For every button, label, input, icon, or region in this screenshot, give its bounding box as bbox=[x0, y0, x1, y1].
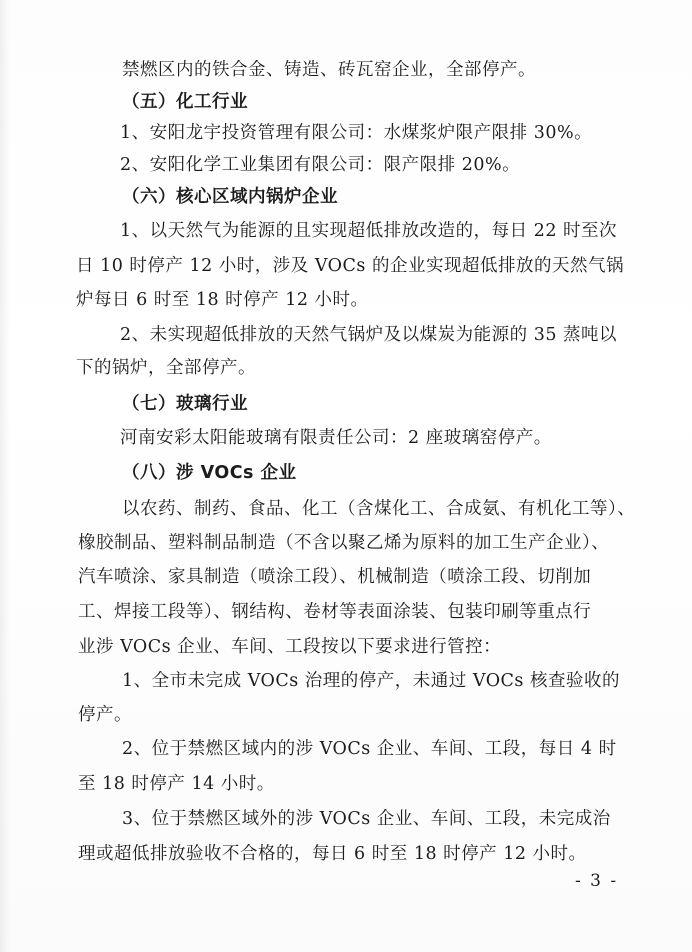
text-line: 3、位于禁燃区域外的涉 VOCs 企业、车间、工段，未完成治 bbox=[122, 809, 611, 829]
section-heading-6: （六）核心区域内锅炉企业 bbox=[122, 187, 338, 207]
text-line: 2、位于禁燃区域内的涉 VOCs 企业、车间、工段，每日 4 时 bbox=[122, 739, 617, 759]
text-line: 停产。 bbox=[78, 705, 132, 725]
text-line: 汽车喷涂、家具制造（喷涂工段）、机械制造（喷涂工段、切削加 bbox=[78, 567, 592, 587]
text-line: 禁燃区内的铁合金、铸造、砖瓦窑企业，全部停产。 bbox=[122, 60, 536, 80]
section-heading-7: （七）玻璃行业 bbox=[122, 394, 248, 414]
text-line: 业涉 VOCs 企业、车间、工段按以下要求进行管控： bbox=[78, 637, 502, 657]
page-number: - 3 - bbox=[575, 871, 619, 891]
text-line: 日 10 时停产 12 小时，涉及 VOCs 的企业实现超低排放的天然气锅 bbox=[76, 256, 624, 276]
section-heading-8: （八）涉 VOCs 企业 bbox=[122, 463, 297, 483]
text-line: 橡胶制品、塑料制品制造（不含以聚乙烯为原料的加工生产企业）、 bbox=[78, 533, 610, 553]
text-line: 1、全市未完成 VOCs 治理的停产，未通过 VOCs 核查验收的 bbox=[122, 671, 620, 691]
text-line: 炉每日 6 时至 18 时停产 12 小时。 bbox=[76, 290, 369, 310]
text-line: 河南安彩太阳能玻璃有限责任公司：2 座玻璃窑停产。 bbox=[120, 428, 552, 448]
text-line: 2、安阳化学工业集团有限公司：限产限排 20%。 bbox=[120, 155, 521, 175]
text-line: 至 18 时停产 14 小时。 bbox=[78, 774, 275, 794]
text-line: 工、焊接工段等）、钢结构、卷材等表面涂装、包装印刷等重点行 bbox=[78, 602, 592, 622]
text-line: 以农药、制药、食品、化工（含煤化工、合成氨、有机化工等）、 bbox=[122, 499, 636, 519]
page-edge-shadow bbox=[0, 0, 10, 952]
text-line: 下的锅炉，全部停产。 bbox=[76, 358, 256, 378]
text-line: 2、未实现超低排放的天然气锅炉及以煤炭为能源的 35 蒸吨以 bbox=[120, 325, 618, 345]
text-line: 1、以天然气为能源的且实现超低排放改造的，每日 22 时至次 bbox=[120, 221, 618, 241]
text-line: 理或超低排放验收不合格的，每日 6 时至 18 时停产 12 小时。 bbox=[78, 844, 587, 864]
text-line: 1、安阳龙宇投资管理有限公司：水煤浆炉限产限排 30%。 bbox=[120, 123, 593, 143]
section-heading-5: （五）化工行业 bbox=[122, 92, 248, 112]
